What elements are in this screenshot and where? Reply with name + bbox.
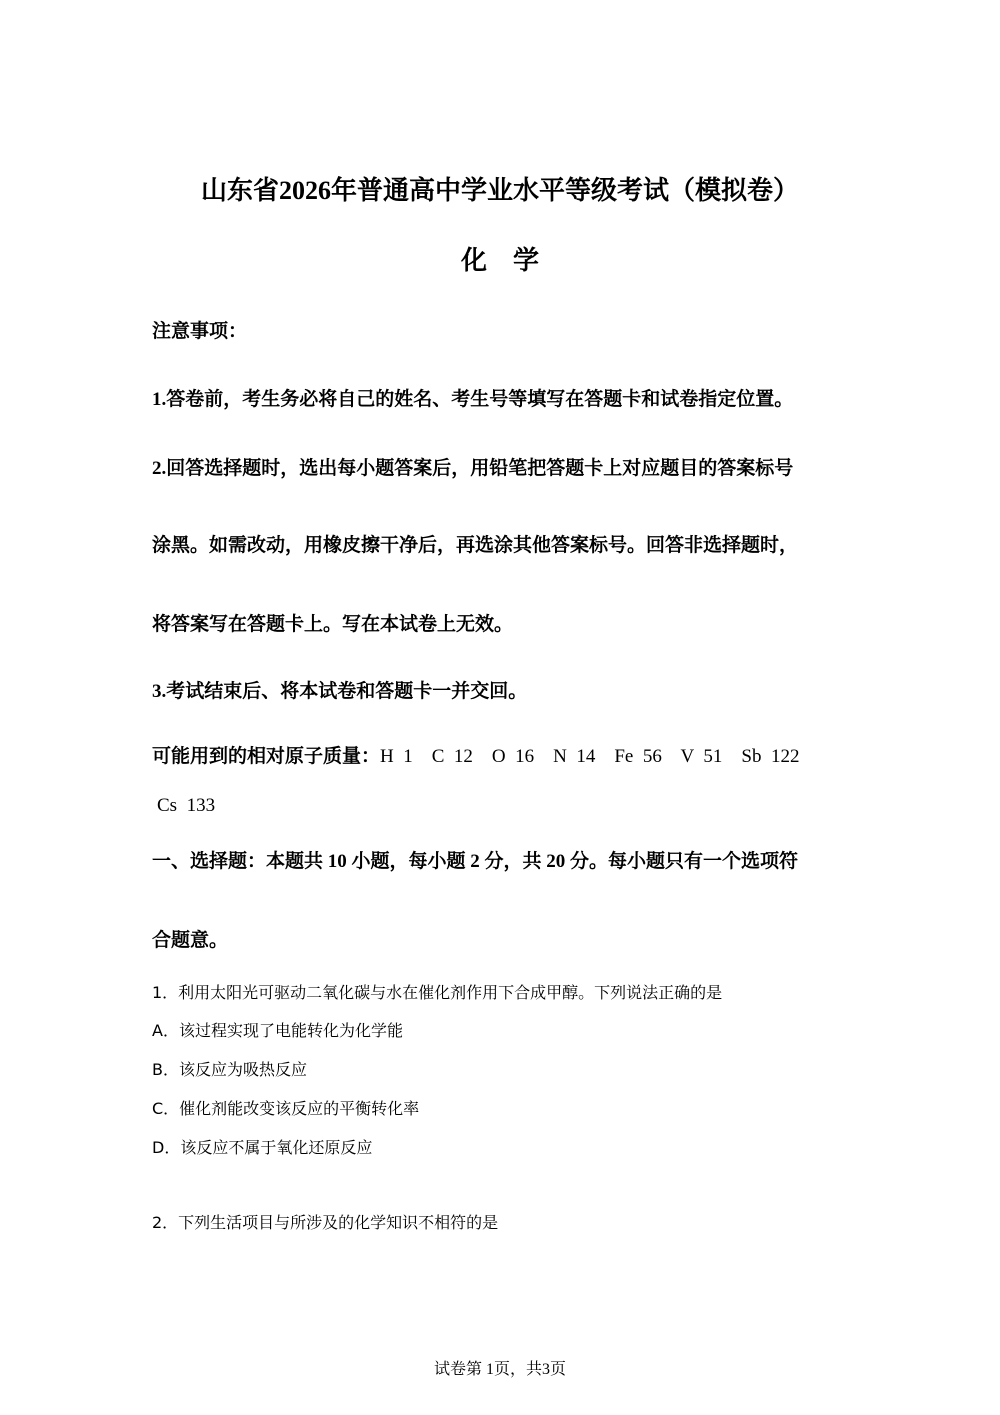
section-1-heading-line-1: 一、选择题：本题共 10 小题，每小题 2 分，共 20 分。每小题只有一个选项符 [152, 851, 799, 872]
exam-title: 山东省2026年普通高中学业水平等级考试（模拟卷） [200, 176, 799, 205]
note-item-2-line-2: 涂黑。如需改动，用橡皮擦干净后，再选涂其他答案标号。回答非选择题时， [152, 535, 799, 556]
question-1-option-a: A．该过程实现了电能转化为化学能 [152, 1021, 403, 1040]
atomic-mass-values-2: Cs 133 [157, 795, 216, 816]
question-1-stem: 1．利用太阳光可驱动二氧化碳与水在催化剂作用下合成甲醇。下列说法正确的是 [152, 983, 723, 1002]
question-1-option-d: D．该反应不属于氧化还原反应 [152, 1138, 373, 1157]
notes-heading: 注意事项： [152, 321, 248, 342]
note-item-2-line-1: 2.回答选择题时，选出每小题答案后，用铅笔把答题卡上对应题目的答案标号 [152, 458, 794, 479]
atomic-mass-values: H 1 C 12 O 16 N 14 Fe 56 V 51 Sb 122 [380, 746, 800, 767]
question-1-option-b: B．该反应为吸热反应 [152, 1060, 307, 1079]
section-1-heading-line-2: 合题意。 [152, 930, 229, 951]
subject-title: 化 学 [460, 246, 539, 275]
question-1-option-c: C．催化剂能改变该反应的平衡转化率 [152, 1099, 420, 1118]
atomic-mass-label: 可能用到的相对原子质量： [152, 746, 381, 767]
note-item-3: 3.考试结束后、将本试卷和答题卡一并交回。 [152, 681, 528, 702]
note-item-1: 1.答卷前，考生务必将自己的姓名、考生号等填写在答题卡和试卷指定位置。 [152, 389, 794, 410]
page-footer: 试卷第 1页，共3页 [433, 1361, 566, 1378]
question-2-stem: 2．下列生活项目与所涉及的化学知识不相符的是 [152, 1213, 499, 1232]
note-item-2-line-3: 将答案写在答题卡上。写在本试卷上无效。 [152, 614, 514, 635]
atomic-mass-row [152, 741, 799, 768]
